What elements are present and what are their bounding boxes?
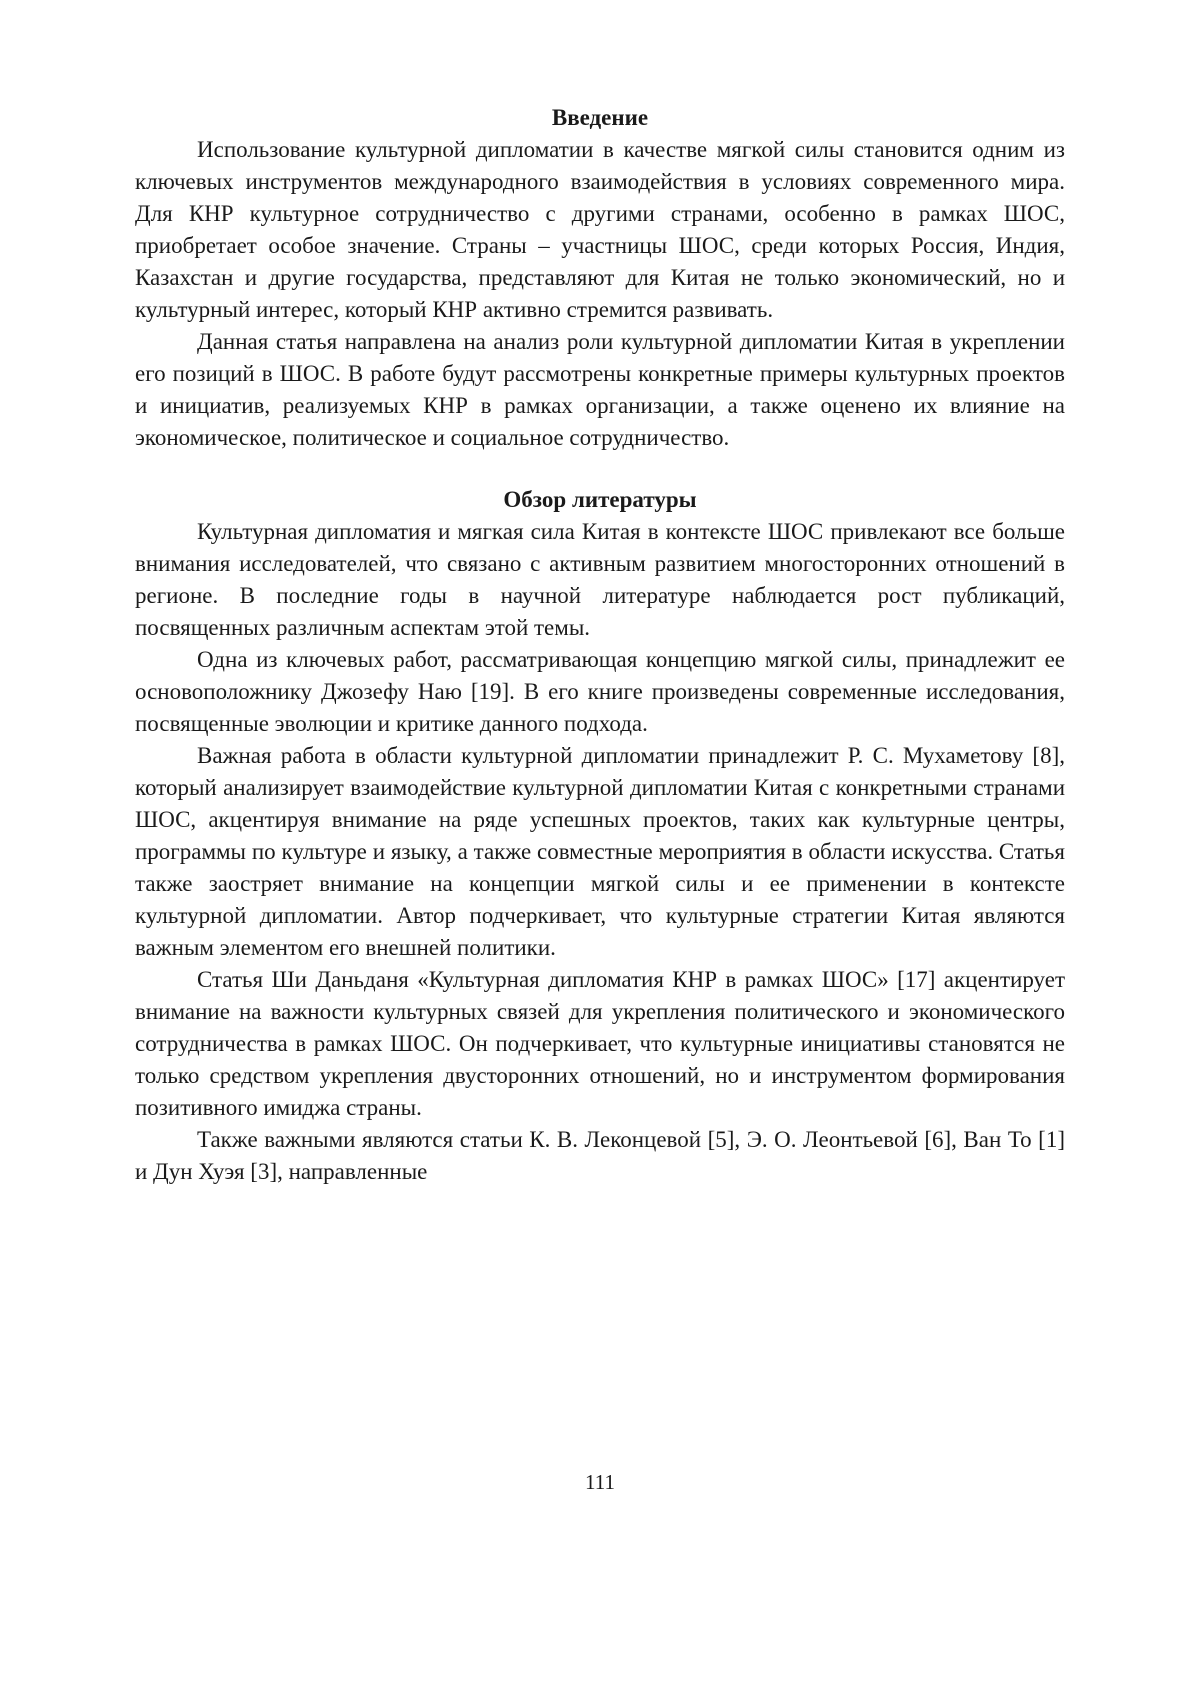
paragraph: Культурная дипломатия и мягкая сила Китая в контексте ШОС привлекают все больше внимания исследователей, что связано с активным развитием многосторонних отношений в регионе. В последние годы в научной литературе наблюдается рост публикаций, посвященных различным аспектам этой темы. [135, 519, 1065, 640]
paragraph: Важная работа в области культурной дипломатии принадлежит Р. С. Мухаметову [8], который анализирует взаимодействие культурной дипломатии Китая с конкретными странами ШОС, акцентируя внимание на ряде успешных проектов, таких как культурные центры, программы по культуре и языку, а также совместные мероприятия в области искусства. Статья также заостряет внимание на концепции мягкой силы и ее применении в контексте культурной дипломатии. Автор подчеркивает, что культурные стратегии Китая являются важным элементом его внешней политики. [135, 743, 1065, 960]
paragraph: Использование культурной дипломатии в качестве мягкой силы становится одним из ключевых инструментов международного взаимодействия в условиях современного мира. Для КНР культурное сотрудничество с другими странами, особенно в рамках ШОС, приобретает особое значение. Страны – участницы ШОС, среди которых Россия, Индия, Казахстан и другие государства, представляют для Китая не только экономический, но и культурный интерес, который КНР активно стремится развивать. [135, 137, 1065, 322]
paragraph: Одна из ключевых работ, рассматривающая концепцию мягкой силы, принадлежит ее основоположнику Джозефу Наю [19]. В его книге произведены современные исследования, посвященные эволюции и критике данного подхода. [135, 647, 1065, 736]
paragraph: Статья Ши Даньданя «Культурная дипломатия КНР в рамках ШОС» [17] акцентирует внимание на важности культурных связей для укрепления политического и экономического сотрудничества в рамках ШОС. Он подчеркивает, что культурные инициативы становятся не только средством укрепления двусторонних отношений, но и инструментом формирования позитивного имиджа страны. [135, 967, 1065, 1120]
section-heading-introduction: Введение [551, 105, 649, 130]
paragraph: Также важными являются статьи К. В. Леконцевой [5], Э. О. Леонтьевой [6], Ван То [1] и Дун Хуэя [3], направленные [135, 1127, 1065, 1184]
paragraph: Данная статья направлена на анализ роли культурной дипломатии Китая в укреплении его позиций в ШОС. В работе будут рассмотрены конкретные примеры культурных проектов и инициатив, реализуемых КНР в рамках организации, а также оценено их влияние на экономическое, политическое и социальное сотрудничество. [135, 329, 1065, 450]
page-content [135, 102, 1065, 1188]
section-heading-literature-review: Обзор литературы [503, 487, 697, 512]
page-number: 111 [585, 1470, 615, 1494]
section-spacer [135, 454, 1065, 484]
